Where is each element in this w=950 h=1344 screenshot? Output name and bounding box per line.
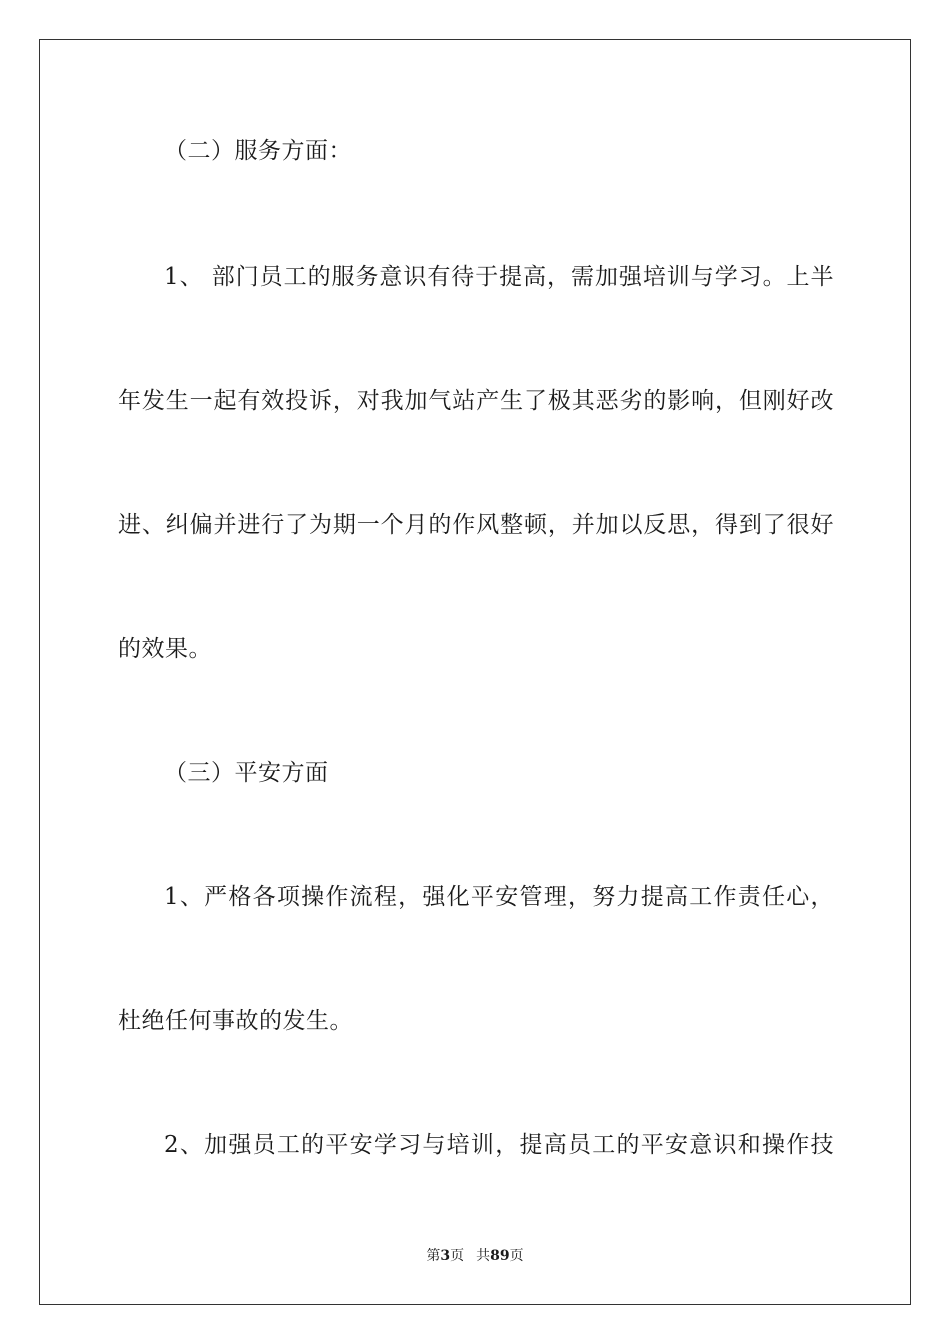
section-heading-safety: （三）平安方面 (164, 760, 329, 786)
total-suffix: 页 (509, 1248, 524, 1264)
paragraph-line: 进、纠偏并进行了为期一个月的作风整顿，并加以反思，得到了很好 (118, 512, 834, 538)
page-suffix: 页 (450, 1248, 465, 1264)
paragraph-line: 的效果。 (118, 636, 212, 662)
paragraph-line: 杜绝任何事故的发生。 (118, 1008, 353, 1034)
paragraph-line: 1、严格各项操作流程，强化平安管理，努力提高工作责任心， (164, 884, 834, 910)
section-heading-service: （二）服务方面： (164, 138, 352, 164)
page-footer (0, 1247, 950, 1265)
paragraph-line: 2、加强员工的平安学习与培训，提高员工的平安意识和操作技 (164, 1132, 834, 1158)
page-border (39, 39, 911, 1305)
paragraph-line: 年发生一起有效投诉，对我加气站产生了极其恶劣的影响，但刚好改 (118, 388, 834, 414)
total-prefix: 共 (476, 1248, 491, 1264)
page-prefix: 第 (426, 1248, 441, 1264)
paragraph-line: 1、 部门员工的服务意识有待于提高，需加强培训与学习。上半 (164, 264, 834, 290)
total-pages: 89 (490, 1248, 510, 1264)
page-number: 3 (440, 1248, 451, 1264)
